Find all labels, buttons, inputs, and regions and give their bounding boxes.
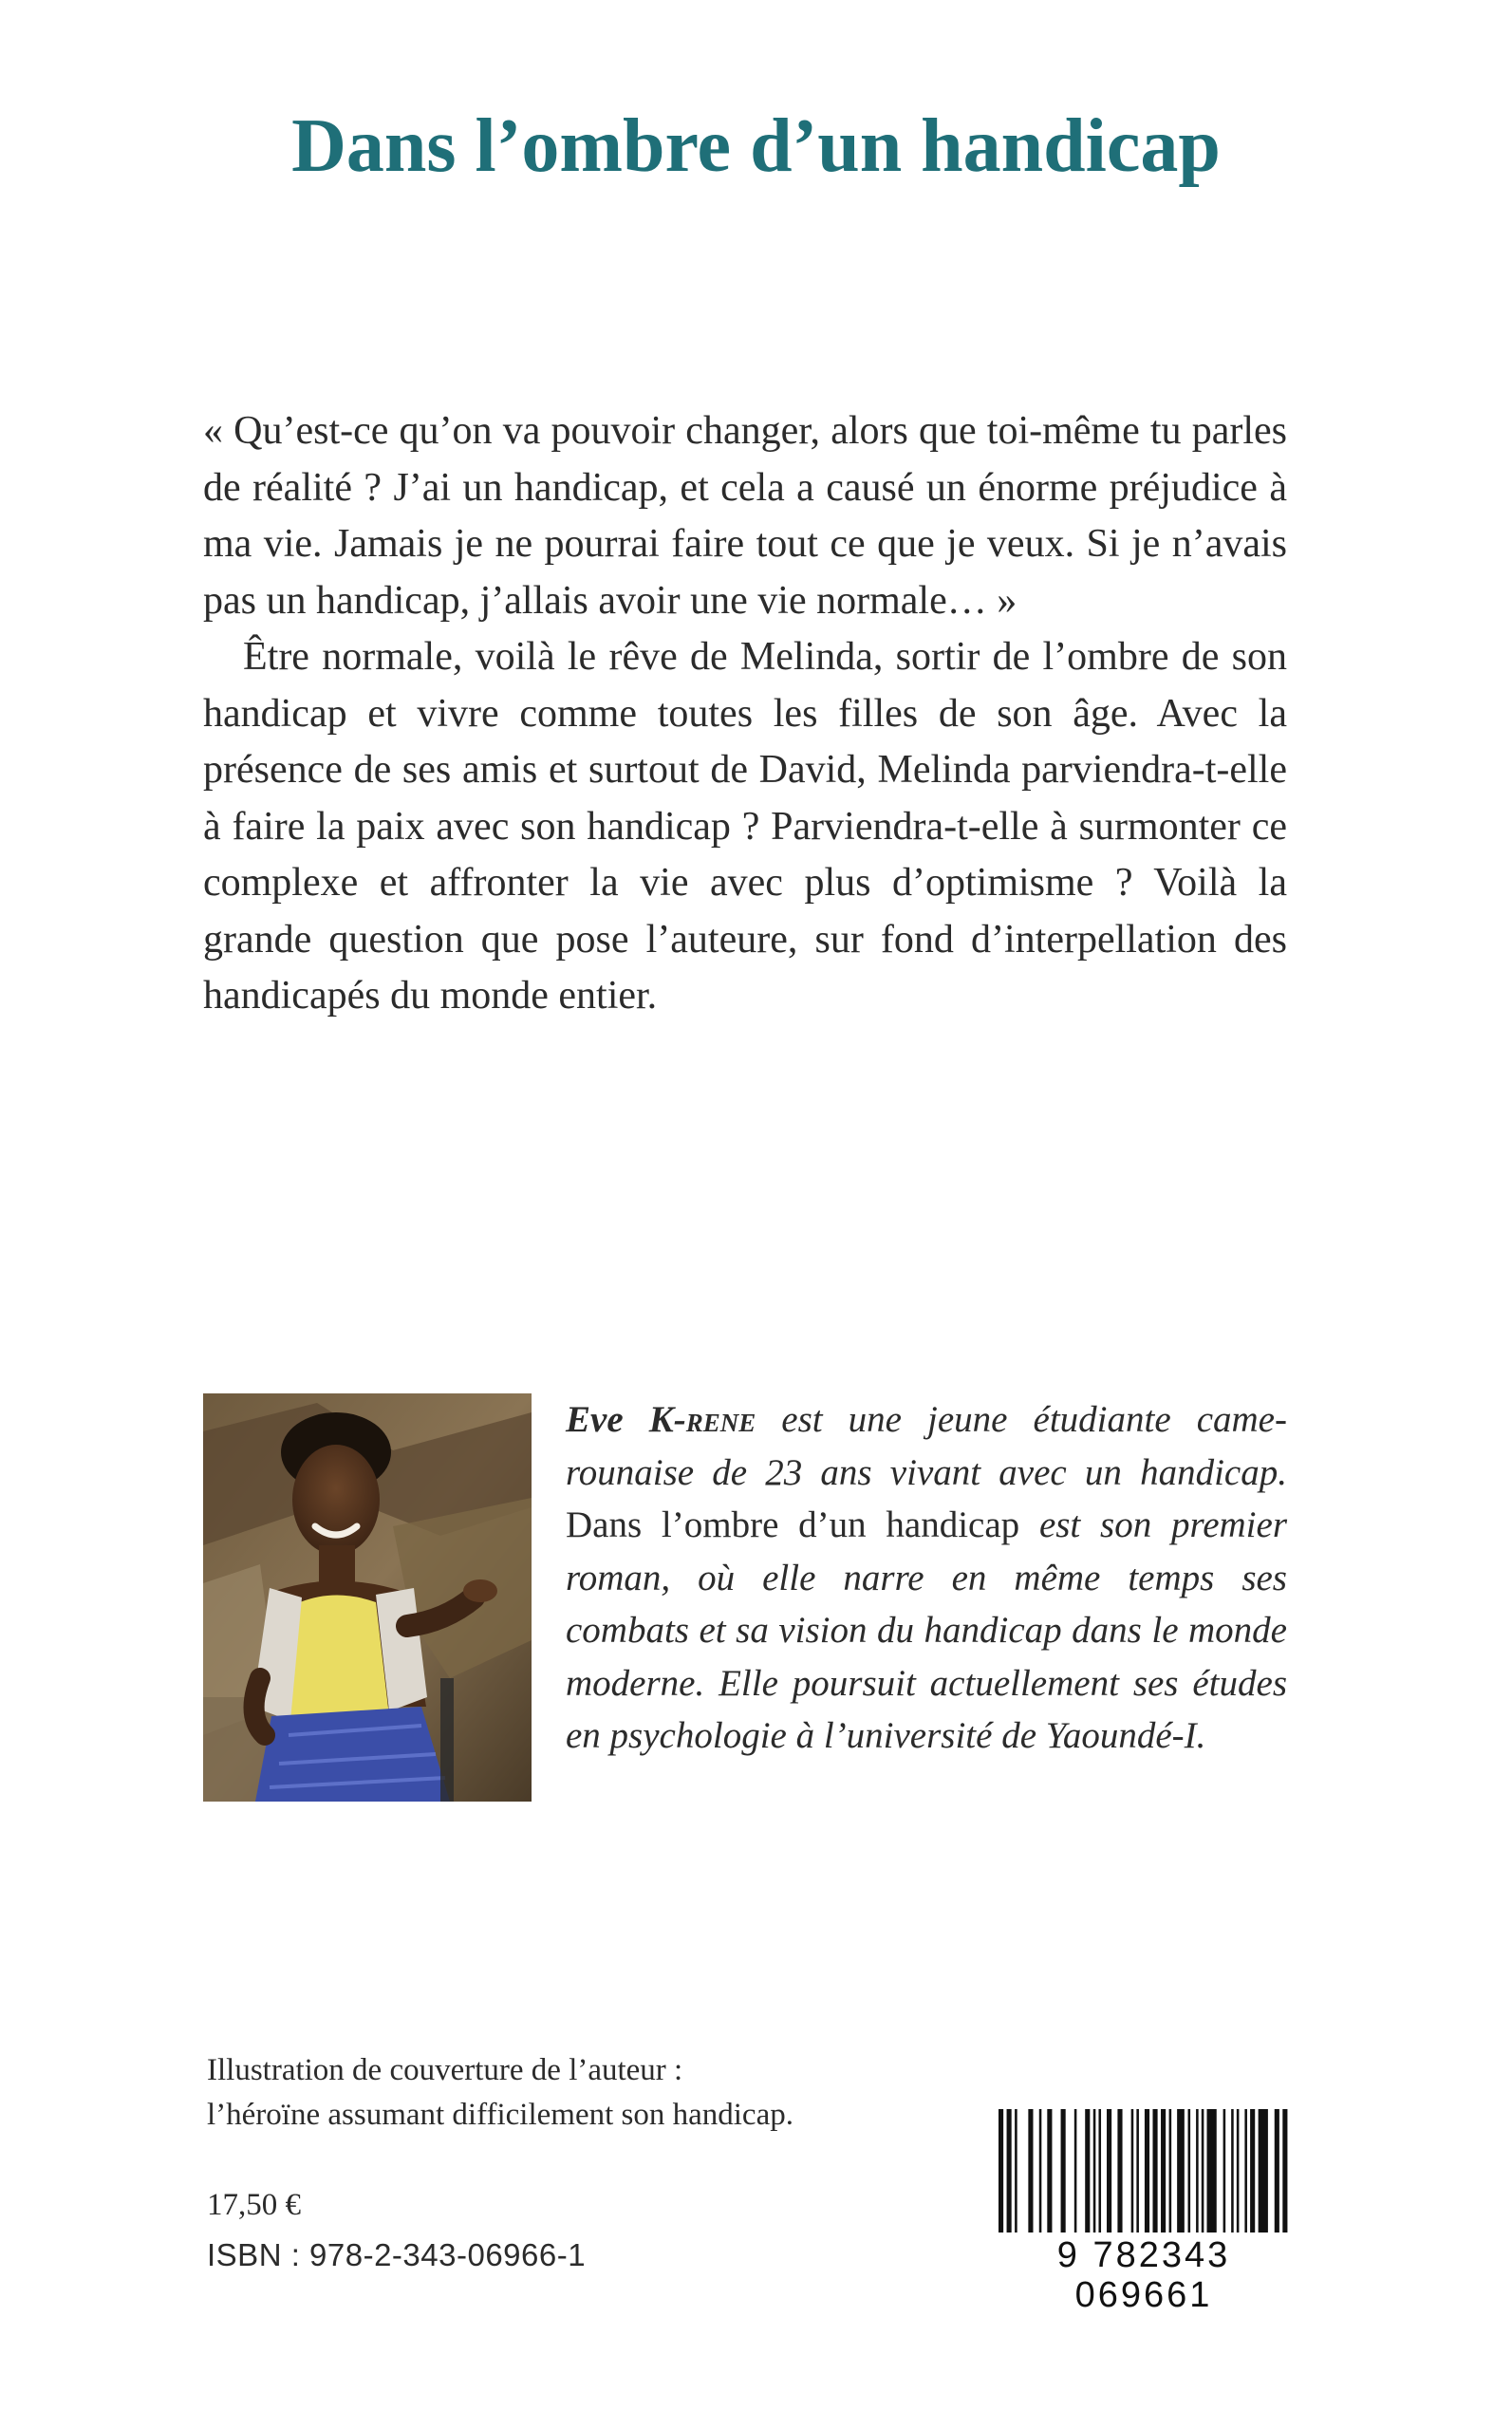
barcode-bar (1061, 2109, 1066, 2233)
barcode-bar (1177, 2109, 1185, 2233)
illustration-credit-line2: l’héroïne assumant difficilement son handicap. (207, 2098, 793, 2132)
barcode-bar (999, 2109, 1003, 2233)
barcode-bar (1015, 2109, 1017, 2233)
synopsis-quote: « Qu’est-ce qu’on va pouvoir changer, alors que toi-même tu parles de réalité ? J’ai un handicap, et cela a causé un énorme préjudice à ma vie. Jamais je ne pourrai faire tout ce que je veux. Si je n’avais pas un handicap, j’allais avoir une vie normale… » (203, 409, 1287, 623)
illustration-credit-line1: Illustration de couverture de l’auteur : (207, 2053, 683, 2087)
barcode-bar (1093, 2109, 1096, 2233)
barcode-bar (1007, 2109, 1012, 2233)
book-title: Dans l’ombre d’un handicap (291, 104, 1221, 188)
barcode-bar (1196, 2109, 1199, 2233)
illustration-credit (207, 2048, 928, 2138)
barcode-bar (1244, 2109, 1247, 2233)
author-name-first: Eve K (566, 1399, 674, 1440)
barcode-bar (1161, 2109, 1166, 2233)
barcode-bar (1237, 2109, 1240, 2233)
barcode-bar (1145, 2109, 1149, 2233)
author-book-title: Dans l’ombre d’un handicap (566, 1504, 1020, 1545)
barcode-bar (1074, 2109, 1077, 2233)
barcode-bar (1085, 2109, 1090, 2233)
barcode-bar (1136, 2109, 1139, 2233)
synopsis (203, 403, 1287, 1025)
price: 17,50 € (207, 2188, 301, 2222)
barcode-bar (1028, 2109, 1033, 2233)
isbn: ISBN : 978-2-343-06966-1 (207, 2237, 587, 2272)
author-photo (203, 1393, 532, 1802)
barcode-bar (1098, 2109, 1101, 2233)
barcode-bar (1231, 2109, 1234, 2233)
barcode-bar (1206, 2109, 1216, 2233)
barcode-bar (1131, 2109, 1134, 2233)
synopsis-paragraph: Être normale, voilà le rêve de Melinda, sortir de l’ombre de son handicap et vivre comme toutes les filles de son âge. Avec la présence de ses amis et surtout de David, Melinda parviendra-t-elle à faire la paix avec son handicap ? Parviendra-t-elle à surmonter ce complexe et affronter la vie avec plus d’optimisme ? Voilà la grande question que pose l’auteure, sur fond d’interpellation des handicapés du monde entier. (203, 635, 1287, 1018)
barcode-bar (1259, 2109, 1268, 2233)
barcode-bar (1039, 2109, 1042, 2233)
barcode-bar (1282, 2109, 1287, 2233)
barcode-bar (1152, 2109, 1157, 2233)
barcode-bar (1202, 2109, 1204, 2233)
author-bio-part1: est une jeune étudiante camerounaise de 23 ans vivant avec un handicap. (566, 1399, 1287, 1493)
barcode-bar (1275, 2109, 1279, 2233)
author-bio-part2: est son premier roman, où elle narre en même temps ses combats et sa vision du handicap dans le monde moderne. Elle poursuit actuellement ses études en psychologie à l’université de Yaoundé-I. (566, 1504, 1287, 1756)
barcode-bar (1047, 2109, 1052, 2233)
barcode-bar (1169, 2109, 1172, 2233)
barcode-bar (1107, 2109, 1111, 2233)
barcode-bar (1117, 2109, 1122, 2233)
barcode-bar (1250, 2109, 1255, 2233)
barcode-bar (1223, 2109, 1226, 2233)
barcode-digits: 9 782343 069661 (1056, 2235, 1231, 2315)
barcode-bar (1188, 2109, 1191, 2233)
author-bio (566, 1393, 1287, 1763)
author-name-last: -rene (673, 1399, 756, 1440)
